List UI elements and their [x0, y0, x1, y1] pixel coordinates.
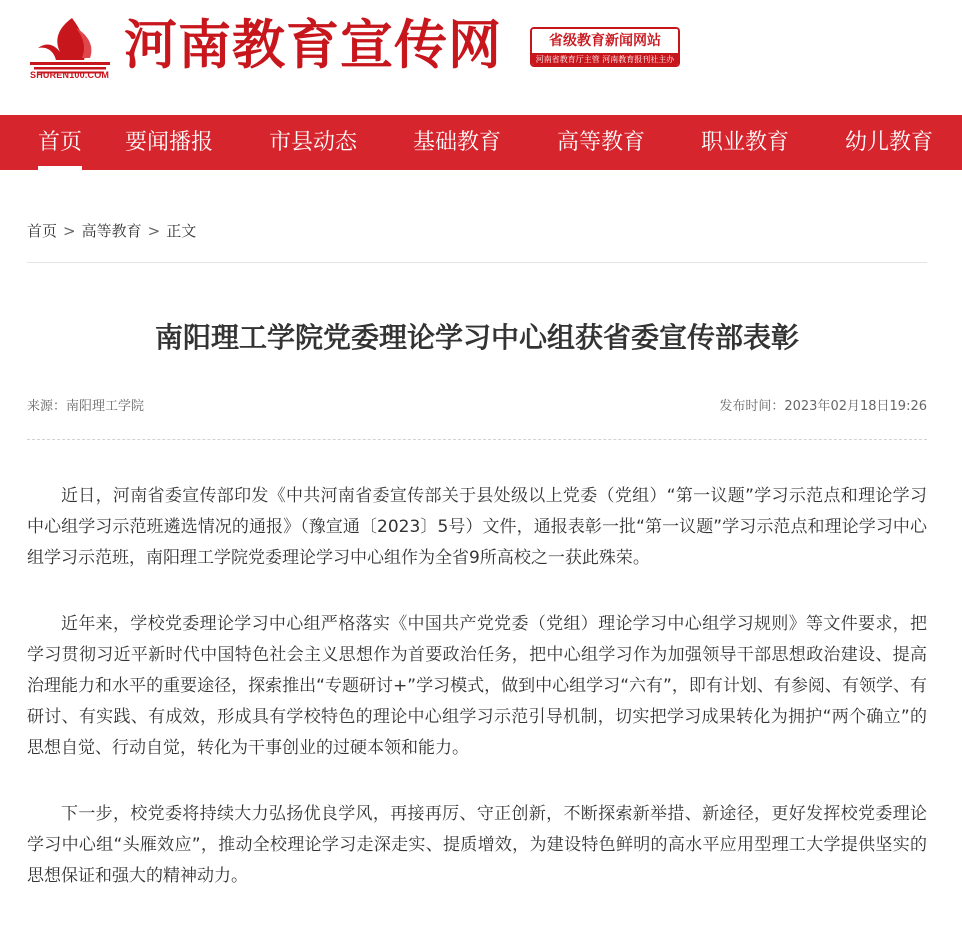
article-publish-time: 发布时间：2023年02月18日19:26 — [719, 399, 927, 414]
site-badge — [530, 27, 680, 67]
breadcrumb-separator: > — [63, 222, 76, 240]
logo-url-text: SHUREN100.COM — [30, 70, 110, 80]
article-body — [27, 481, 927, 927]
nav-item-news[interactable]: 要闻播报 — [125, 130, 214, 155]
breadcrumb-current: 正文 — [166, 222, 197, 240]
badge-subtitle: 河南省教育厅主管 河南教育报刊社主办 — [532, 53, 678, 67]
nav-item-basic-education[interactable]: 基础教育 — [413, 130, 502, 155]
site-header — [0, 0, 962, 114]
nav-item-vocational-education[interactable]: 职业教育 — [701, 130, 790, 155]
article-paragraph: 下一步，校党委将持续大力弘扬优良学风，再接再厉、守正创新，不断探索新举措、新途径，更好发挥校党委理论学习中心组“头雁效应”，推动全校理论学习走深走实、提质增效，为建设特色鲜明的高水平应用型理工大学提供坚实的思想保证和强大的精神动力。 — [27, 804, 927, 886]
meta-divider — [27, 439, 927, 440]
article-paragraph: 近日，河南省委宣传部印发《中共河南省委宣传部关于县处级以上党委（党组）“第一议题”学习示范点和理论学习中心组学习示范班遴选情况的通报》（豫宣通〔2023〕5号）文件，通报表彰一批“第一议题”学习示范点和理论学习中心组学习示范班，南阳理工学院党委理论学习中心组作为全省9所高校之一获此殊荣。 — [27, 486, 927, 568]
main-nav — [0, 115, 962, 170]
article-source: 来源：南阳理工学院 — [27, 399, 145, 414]
nav-item-home[interactable]: 首页 — [38, 115, 82, 170]
article-title: 南阳理工学院党委理论学习中心组获省委宣传部表彰 — [154, 321, 799, 354]
breadcrumb-home[interactable]: 首页 — [27, 222, 58, 240]
article-paragraph: 近年来，学校党委理论学习中心组严格落实《中国共产党党委（党组）理论学习中心组学习规则》等文件要求，把学习贯彻习近平新时代中国特色社会主义思想作为首要政治任务，把中心组学习作为加强领导干部思想政治建设、提高治理能力和水平的重要途径，探索推出“专题研讨+”学习模式，做到中心组学习“六有”，即有计划、有参阅、有领学、有研讨、有实践、有成效，形成具有学校特色的理论中心组学习示范引导机制，切实把学习成果转化为拥护“两个确立”的思想自觉、行动自觉，转化为干事创业的过硬本领和能力。 — [27, 614, 927, 758]
breadcrumb-divider — [27, 262, 927, 263]
site-title[interactable]: 河南教育宣传网 — [124, 14, 502, 76]
breadcrumb — [27, 220, 196, 241]
nav-item-higher-education[interactable]: 高等教育 — [557, 130, 646, 155]
nav-item-preschool-education[interactable]: 幼儿教育 — [845, 130, 934, 155]
breadcrumb-category[interactable]: 高等教育 — [81, 222, 142, 240]
breadcrumb-separator: > — [147, 222, 161, 240]
nav-item-city-county[interactable]: 市县动态 — [269, 130, 358, 155]
badge-title: 省级教育新闻网站 — [532, 29, 678, 53]
